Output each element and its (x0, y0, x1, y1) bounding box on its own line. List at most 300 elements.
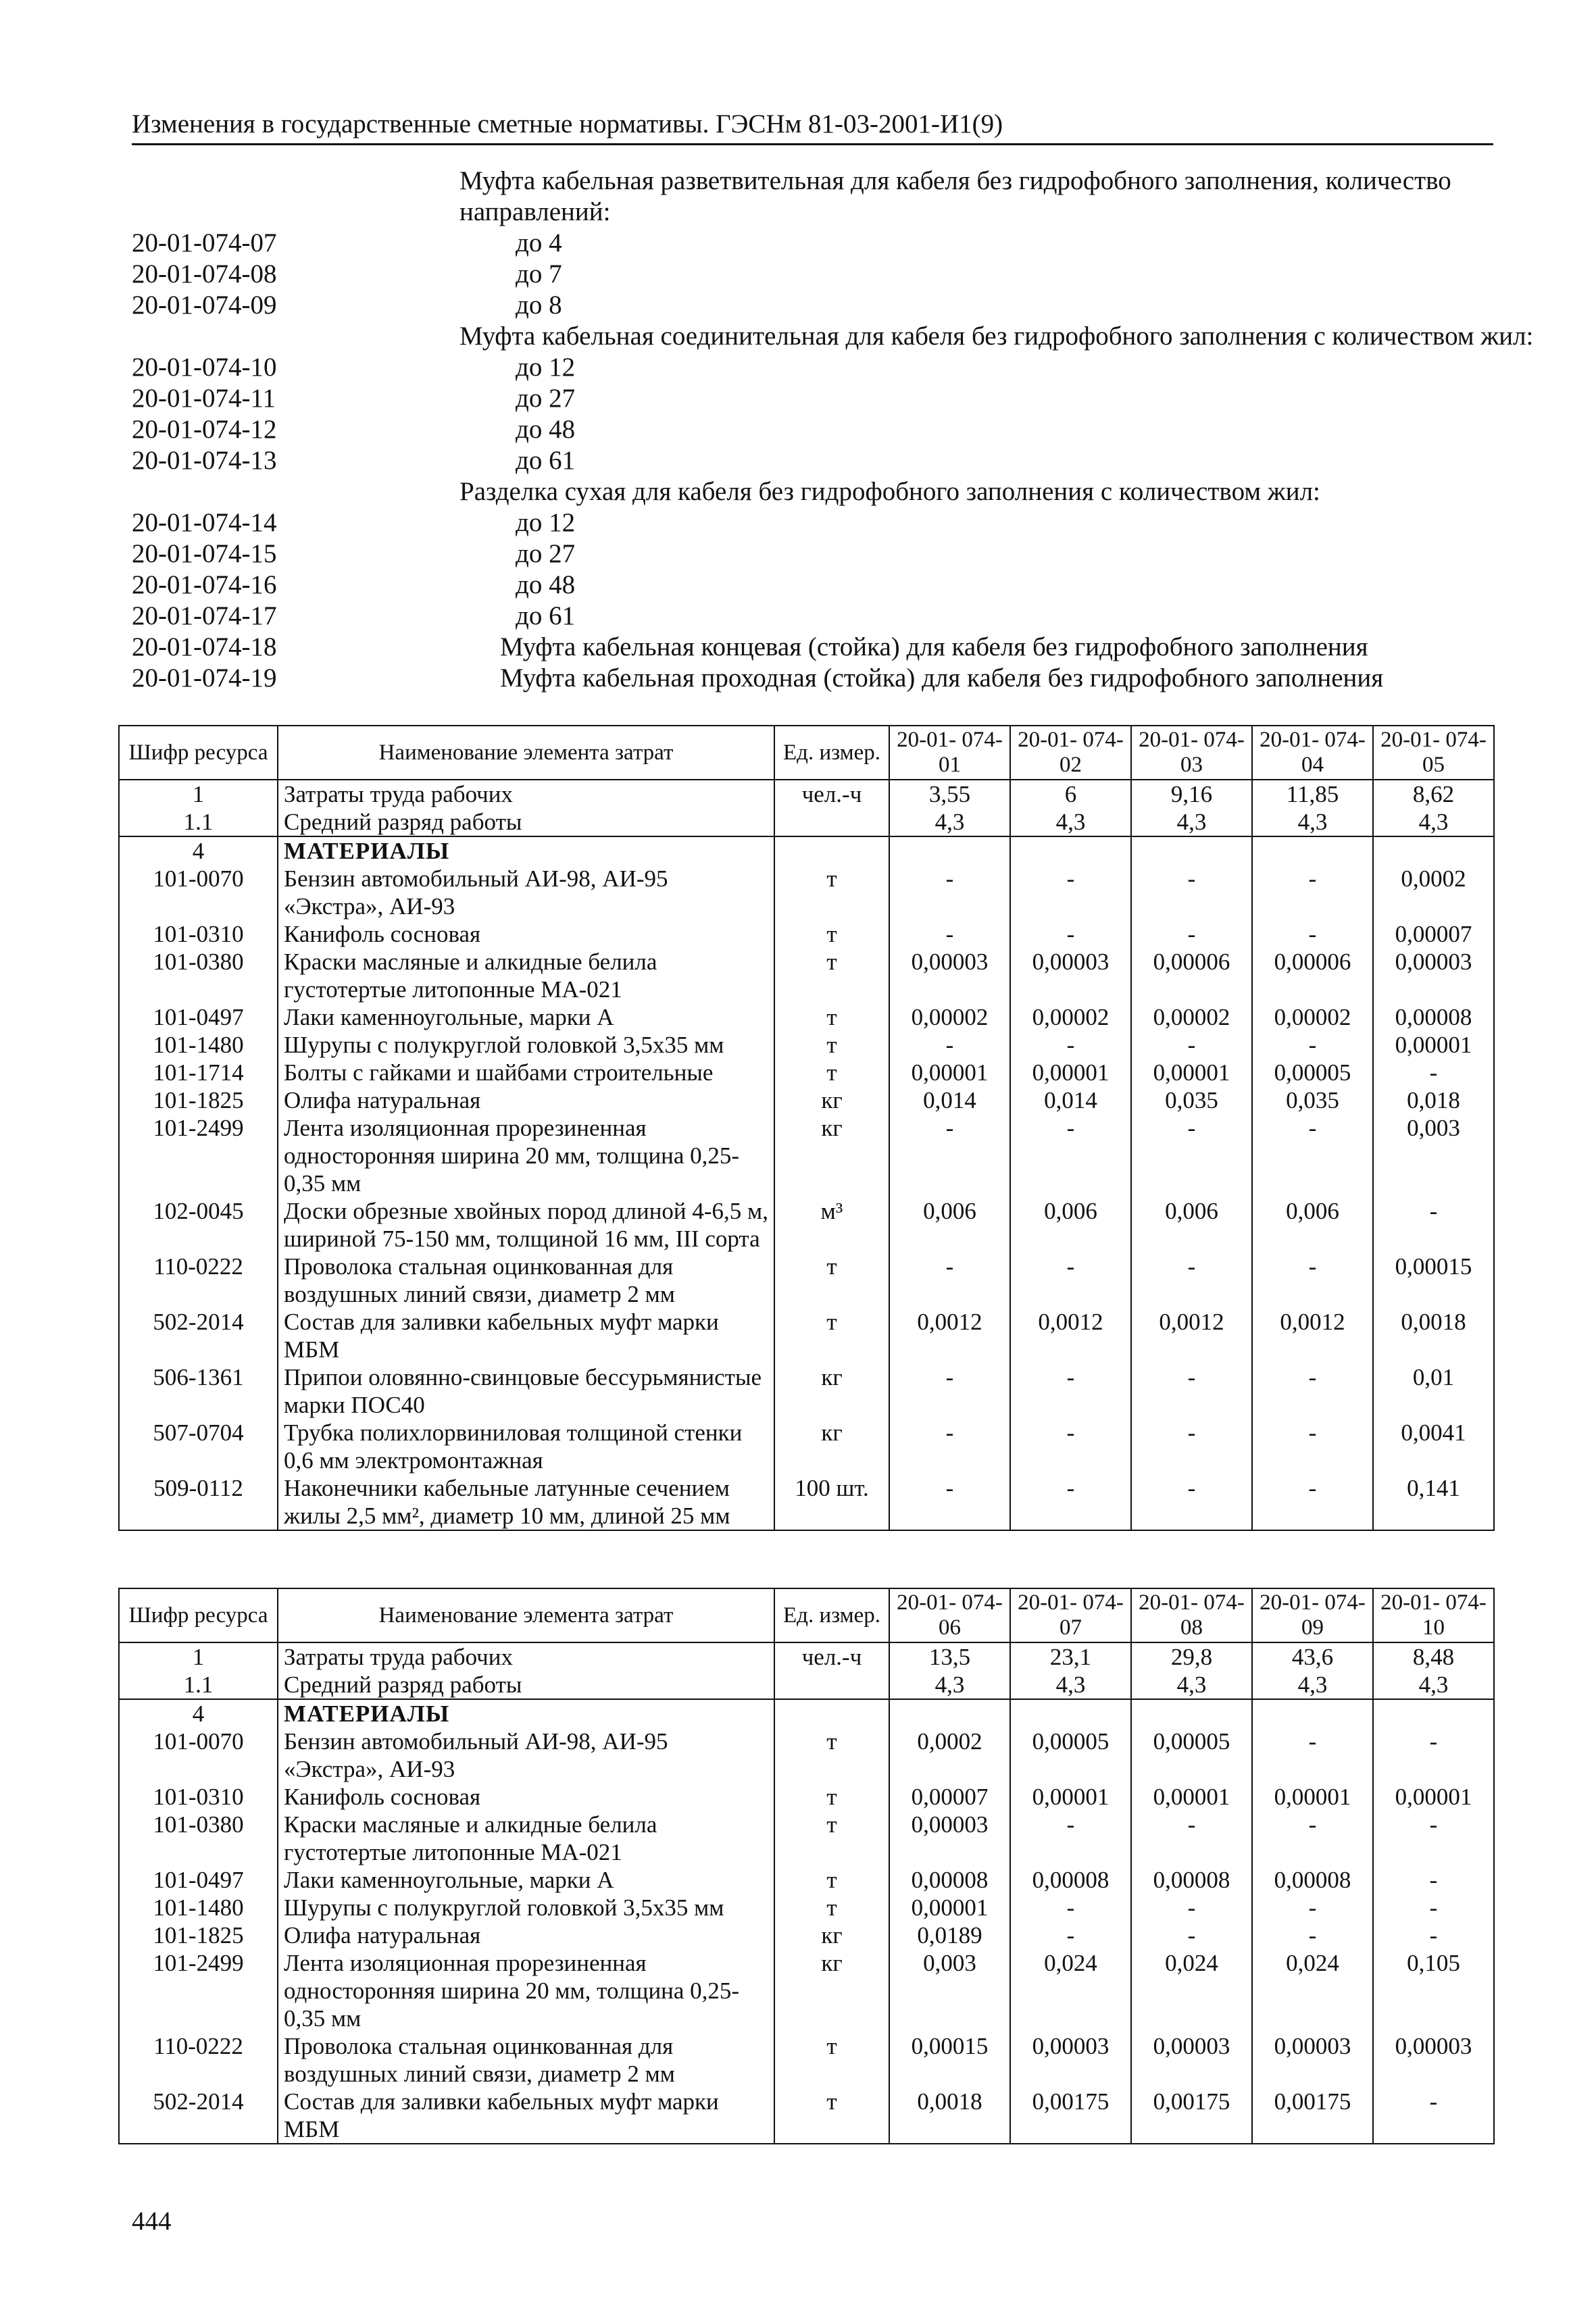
element-name-cell: Краски масляные и алкидные белила густотертые литопонные МА-021 (278, 948, 774, 1003)
empty-cell (1010, 836, 1131, 865)
resource-code: 20-01-074-10 (132, 353, 277, 382)
header-shifr: Шифр ресурса (119, 1588, 278, 1642)
value-cell: - (1373, 1059, 1494, 1086)
table-row (119, 1642, 1494, 1671)
value-cell: 0,00008 (889, 1866, 1010, 1894)
resource-code-cell: 101-1714 (119, 1059, 278, 1086)
value-cell: - (1252, 1114, 1373, 1197)
resource-code-cell: 506-1361 (119, 1363, 278, 1419)
unit-cell: кг (774, 1949, 889, 2032)
element-name-cell: Затраты труда рабочих (278, 1642, 774, 1671)
value-cell: 0,00003 (1373, 948, 1494, 1003)
unit-cell: т (774, 1894, 889, 1921)
value-cell: - (1373, 1197, 1494, 1253)
resource-code-cell: 101-0497 (119, 1866, 278, 1894)
value-cell: - (1252, 1894, 1373, 1921)
resource-description: до 48 (516, 570, 576, 599)
value-cell: 0,00001 (1131, 1783, 1252, 1811)
value-cell: 0,024 (1131, 1949, 1252, 2032)
unit-cell: кг (774, 1419, 889, 1474)
value-cell: 0,0018 (889, 2088, 1010, 2144)
header-col: 20-01- 074-04 (1252, 726, 1373, 780)
value-cell: 0,003 (889, 1949, 1010, 2032)
value-cell: 0,00005 (1010, 1728, 1131, 1783)
element-name-cell: Припои оловянно-свинцовые бессурьмянистые марки ПОС40 (278, 1363, 774, 1419)
element-name-cell: Шурупы с полукруглой головкой 3,5х35 мм (278, 1894, 774, 1921)
value-cell: - (1252, 1921, 1373, 1949)
resource-description: до 27 (516, 384, 576, 413)
table-row (119, 1811, 1494, 1866)
table-row (119, 1671, 1494, 1699)
value-cell: - (1252, 1811, 1373, 1866)
value-cell: 4,3 (1131, 808, 1252, 836)
unit-cell (774, 1671, 889, 1699)
value-cell: 0,006 (889, 1197, 1010, 1253)
section-row (119, 1699, 1494, 1728)
element-name-cell: Лента изоляционная прорезиненная односторонняя ширина 20 мм, толщина 0,25-0,35 мм (278, 1114, 774, 1197)
value-cell: - (889, 920, 1010, 948)
value-cell: 11,85 (1252, 780, 1373, 808)
value-cell: - (1131, 920, 1252, 948)
value-cell: - (1373, 2088, 1494, 2144)
value-cell: - (1010, 1363, 1131, 1419)
value-cell: - (1131, 1894, 1252, 1921)
value-cell: - (1373, 1866, 1494, 1894)
table-row (119, 780, 1494, 808)
resource-code: 20-01-074-18 (132, 632, 277, 661)
value-cell: 0,00002 (889, 1003, 1010, 1031)
value-cell: - (889, 1031, 1010, 1059)
element-name-cell: Средний разряд работы (278, 808, 774, 836)
value-cell: 0,00008 (1010, 1866, 1131, 1894)
header-col: 20-01- 074-02 (1010, 726, 1131, 780)
value-cell: 0,0012 (1010, 1308, 1131, 1363)
resource-code: 20-01-074-17 (132, 601, 277, 630)
unit-cell: кг (774, 1363, 889, 1419)
value-cell: 4,3 (1131, 1671, 1252, 1699)
element-name-cell: Доски обрезные хвойных пород длиной 4-6,5 м, шириной 75-150 мм, толщиной 16 мм, III сорта (278, 1197, 774, 1253)
value-cell: 0,0002 (1373, 865, 1494, 920)
value-cell: 0,035 (1252, 1086, 1373, 1114)
unit-cell: чел.-ч (774, 1642, 889, 1671)
value-cell: 0,018 (1373, 1086, 1494, 1114)
header-col: 20-01- 074-10 (1373, 1588, 1494, 1642)
value-cell: - (1010, 865, 1131, 920)
unit-cell: т (774, 1308, 889, 1363)
unit-cell: т (774, 2088, 889, 2144)
resource-code-cell: 101-2499 (119, 1949, 278, 2032)
value-cell: 0,00001 (1373, 1783, 1494, 1811)
table-row (119, 1197, 1494, 1253)
value-cell: 4,3 (1010, 808, 1131, 836)
resource-code-cell: 101-0070 (119, 1728, 278, 1783)
value-cell: - (1131, 1363, 1252, 1419)
resource-table-1 (118, 725, 1495, 1531)
value-cell: - (1131, 865, 1252, 920)
value-cell: 0,00008 (1131, 1866, 1252, 1894)
element-name-cell: Канифоль сосновая (278, 920, 774, 948)
resource-code: 20-01-074-08 (132, 259, 277, 288)
resource-description: до 12 (516, 353, 576, 382)
value-cell: 0,0041 (1373, 1419, 1494, 1474)
value-cell: 4,3 (1252, 1671, 1373, 1699)
table-row (119, 1728, 1494, 1783)
value-cell: 0,00003 (1373, 2032, 1494, 2088)
value-cell: - (1131, 1253, 1252, 1308)
table-row (119, 1059, 1494, 1086)
value-cell: - (1373, 1811, 1494, 1866)
section-title-cell: МАТЕРИАЛЫ (278, 836, 774, 865)
group-title: Муфта кабельная разветвительная для кабеля без гидрофобного заполнения, количество (459, 166, 1451, 195)
value-cell: - (1252, 1031, 1373, 1059)
table-row (119, 1783, 1494, 1811)
value-cell: 0,00008 (1252, 1866, 1373, 1894)
resource-code-cell: 101-1825 (119, 1921, 278, 1949)
value-cell: 8,48 (1373, 1642, 1494, 1671)
unit-cell: т (774, 1003, 889, 1031)
table-row (119, 1949, 1494, 2032)
value-cell: 0,00003 (1131, 2032, 1252, 2088)
resource-code-cell: 1 (119, 780, 278, 808)
table-row (119, 808, 1494, 836)
table-row (119, 1921, 1494, 1949)
value-cell: 0,00001 (889, 1059, 1010, 1086)
element-name-cell: Проволока стальная оцинкованная для воздушных линий связи, диаметр 2 мм (278, 2032, 774, 2088)
value-cell: - (889, 865, 1010, 920)
header-unit: Ед. измер. (774, 726, 889, 780)
value-cell: 0,00015 (1373, 1253, 1494, 1308)
value-cell: - (1010, 1894, 1131, 1921)
value-cell: 4,3 (1373, 1671, 1494, 1699)
empty-cell (889, 1699, 1010, 1728)
unit-cell: т (774, 948, 889, 1003)
resource-code-cell: 507-0704 (119, 1419, 278, 1474)
value-cell: 0,00006 (1131, 948, 1252, 1003)
resource-code-cell: 101-0070 (119, 865, 278, 920)
empty-cell (1373, 836, 1494, 865)
table-row (119, 1474, 1494, 1530)
value-cell: - (1252, 865, 1373, 920)
resource-code-row (132, 228, 1551, 259)
value-cell: 13,5 (889, 1642, 1010, 1671)
table-row (119, 920, 1494, 948)
element-name-cell: Лаки каменноугольные, марки А (278, 1003, 774, 1031)
empty-cell (1252, 836, 1373, 865)
header-col: 20-01- 074-07 (1010, 1588, 1131, 1642)
table-row (119, 2032, 1494, 2088)
value-cell: 8,62 (1373, 780, 1494, 808)
value-cell: - (1131, 1114, 1252, 1197)
header-col: 20-01- 074-05 (1373, 726, 1494, 780)
element-name-cell: Олифа натуральная (278, 1086, 774, 1114)
resource-code-cell: 101-1480 (119, 1894, 278, 1921)
resource-code-cell: 509-0112 (119, 1474, 278, 1530)
value-cell: - (889, 1253, 1010, 1308)
element-name-cell: Канифоль сосновая (278, 1783, 774, 1811)
resource-code-row (132, 538, 1551, 570)
resource-description: до 27 (516, 539, 576, 568)
value-cell: - (1252, 1363, 1373, 1419)
element-name-cell: Средний разряд работы (278, 1671, 774, 1699)
page-number: 444 (132, 2207, 172, 2236)
value-cell: 0,00005 (1131, 1728, 1252, 1783)
value-cell: - (1252, 1728, 1373, 1783)
resource-table-2 (118, 1588, 1495, 2144)
element-name-cell: Состав для заливки кабельных муфт марки МБМ (278, 1308, 774, 1363)
value-cell: 0,00175 (1252, 2088, 1373, 2144)
resource-code: 20-01-074-09 (132, 291, 277, 320)
value-cell: 0,141 (1373, 1474, 1494, 1530)
value-cell: - (1131, 1811, 1252, 1866)
resource-description: Муфта кабельная проходная (стойка) для кабеля без гидрофобного заполнения (500, 663, 1384, 693)
section-row (119, 836, 1494, 865)
empty-cell (774, 1699, 889, 1728)
header-col: 20-01- 074-01 (889, 726, 1010, 780)
value-cell: 0,00175 (1010, 2088, 1131, 2144)
resource-description: до 61 (516, 601, 576, 630)
table-row (119, 1003, 1494, 1031)
resource-code: 20-01-074-12 (132, 415, 277, 444)
header-unit: Ед. измер. (774, 1588, 889, 1642)
group-items (132, 228, 1551, 321)
value-cell: - (1010, 1031, 1131, 1059)
empty-cell (1131, 836, 1252, 865)
value-cell: 0,00001 (889, 1894, 1010, 1921)
value-cell: - (1010, 920, 1131, 948)
group-items (132, 352, 1551, 476)
value-cell: 0,00001 (1252, 1783, 1373, 1811)
value-cell: - (1252, 920, 1373, 948)
value-cell: - (1131, 1474, 1252, 1530)
unit-cell: кг (774, 1114, 889, 1197)
resource-code-cell: 101-0380 (119, 948, 278, 1003)
unit-cell: т (774, 2032, 889, 2088)
value-cell: - (889, 1474, 1010, 1530)
value-cell: 0,006 (1010, 1197, 1131, 1253)
value-cell: - (1252, 1419, 1373, 1474)
resource-code-cell: 110-0222 (119, 1253, 278, 1308)
value-cell: 0,0012 (889, 1308, 1010, 1363)
unit-cell: 100 шт. (774, 1474, 889, 1530)
value-cell: 43,6 (1252, 1642, 1373, 1671)
resource-code: 20-01-074-15 (132, 539, 277, 568)
value-cell: 0,024 (1252, 1949, 1373, 2032)
group-items (132, 632, 1551, 694)
resource-code-row (132, 445, 1551, 476)
value-cell: 0,00001 (1373, 1031, 1494, 1059)
value-cell: 0,014 (1010, 1086, 1131, 1114)
resource-code-row (132, 414, 1551, 445)
resource-code: 20-01-074-16 (132, 570, 277, 599)
unit-cell (774, 808, 889, 836)
empty-cell (1252, 1699, 1373, 1728)
value-cell: 0,00003 (889, 948, 1010, 1003)
resource-code-row (132, 663, 1551, 694)
resource-code: 20-01-074-13 (132, 446, 277, 475)
resource-code-cell: 4 (119, 1699, 278, 1728)
resource-code-row (132, 259, 1551, 290)
value-cell: 3,55 (889, 780, 1010, 808)
value-cell: 0,00001 (1010, 1783, 1131, 1811)
table-row (119, 865, 1494, 920)
resource-code-row (132, 383, 1551, 414)
resource-description: до 7 (516, 259, 562, 288)
unit-cell: кг (774, 1086, 889, 1114)
element-name-cell: Олифа натуральная (278, 1921, 774, 1949)
table-row (119, 1308, 1494, 1363)
value-cell: - (889, 1419, 1010, 1474)
value-cell: - (1131, 1031, 1252, 1059)
resource-code-cell: 1 (119, 1642, 278, 1671)
resource-description: до 12 (516, 508, 576, 537)
value-cell: 4,3 (1252, 808, 1373, 836)
unit-cell: т (774, 920, 889, 948)
resource-code-cell: 110-0222 (119, 2032, 278, 2088)
value-cell: - (1010, 1114, 1131, 1197)
value-cell: 0,00003 (1252, 2032, 1373, 2088)
value-cell: 0,00005 (1252, 1059, 1373, 1086)
unit-cell: т (774, 865, 889, 920)
unit-cell: чел.-ч (774, 780, 889, 808)
value-cell: 0,0012 (1252, 1308, 1373, 1363)
value-cell: - (889, 1114, 1010, 1197)
resource-description: Муфта кабельная концевая (стойка) для кабеля без гидрофобного заполнения (500, 632, 1368, 661)
group-items (132, 507, 1551, 632)
group-title: Муфта кабельная соединительная для кабеля без гидрофобного заполнения с количеством жил: (459, 322, 1534, 351)
value-cell: 0,00015 (889, 2032, 1010, 2088)
resource-code-cell: 101-0310 (119, 1783, 278, 1811)
element-name-cell: Лента изоляционная прорезиненная односторонняя ширина 20 мм, толщина 0,25-0,35 мм (278, 1949, 774, 2032)
resource-code-cell: 101-2499 (119, 1114, 278, 1197)
resource-code-row (132, 290, 1551, 321)
empty-cell (1131, 1699, 1252, 1728)
unit-cell: т (774, 1811, 889, 1866)
resource-code-cell: 1.1 (119, 1671, 278, 1699)
empty-cell (774, 836, 889, 865)
value-cell: 0,0012 (1131, 1308, 1252, 1363)
value-cell: 4,3 (889, 808, 1010, 836)
header-name: Наименование элемента затрат (278, 1588, 774, 1642)
value-cell: 4,3 (1373, 808, 1494, 836)
value-cell: - (1252, 1474, 1373, 1530)
unit-cell: т (774, 1059, 889, 1086)
resource-code-row (132, 570, 1551, 601)
table-row (119, 1363, 1494, 1419)
table-row (119, 1086, 1494, 1114)
unit-cell: т (774, 1031, 889, 1059)
resource-code-cell: 4 (119, 836, 278, 865)
value-cell: 0,00003 (1010, 2032, 1131, 2088)
resource-code: 20-01-074-14 (132, 508, 277, 537)
value-cell: - (1373, 1894, 1494, 1921)
element-name-cell: Краски масляные и алкидные белила густотертые литопонные МА-021 (278, 1811, 774, 1866)
element-name-cell: Бензин автомобильный АИ-98, АИ-95 «Экстра», АИ-93 (278, 865, 774, 920)
value-cell: - (1373, 1921, 1494, 1949)
header-col: 20-01- 074-08 (1131, 1588, 1252, 1642)
resource-code-cell: 102-0045 (119, 1197, 278, 1253)
unit-cell: т (774, 1783, 889, 1811)
element-name-cell: Трубка полихлорвиниловая толщиной стенки 0,6 мм электромонтажная (278, 1419, 774, 1474)
resource-code-cell: 101-0380 (119, 1811, 278, 1866)
value-cell: 0,0018 (1373, 1308, 1494, 1363)
value-cell: 4,3 (1010, 1671, 1131, 1699)
resource-description: до 4 (516, 228, 562, 257)
unit-cell: кг (774, 1921, 889, 1949)
value-cell: 0,00003 (1010, 948, 1131, 1003)
resource-code-cell: 101-1825 (119, 1086, 278, 1114)
element-name-cell: Затраты труда рабочих (278, 780, 774, 808)
value-cell: - (1010, 1811, 1131, 1866)
header-col: 20-01- 074-09 (1252, 1588, 1373, 1642)
element-name-cell: Болты с гайками и шайбами строительные (278, 1059, 774, 1086)
empty-cell (1373, 1699, 1494, 1728)
running-header: Изменения в государственные сметные нормативы. ГЭСНм 81-03-2001-И1(9) (132, 107, 1493, 145)
value-cell: - (889, 1363, 1010, 1419)
table-row (119, 1866, 1494, 1894)
value-cell: 0,00002 (1252, 1003, 1373, 1031)
value-cell: 0,0002 (889, 1728, 1010, 1783)
value-cell: - (1131, 1419, 1252, 1474)
value-cell: - (1373, 1728, 1494, 1783)
resource-code-cell: 101-0497 (119, 1003, 278, 1031)
value-cell: 0,00006 (1252, 948, 1373, 1003)
value-cell: 29,8 (1131, 1642, 1252, 1671)
unit-cell: м³ (774, 1197, 889, 1253)
value-cell: 6 (1010, 780, 1131, 808)
value-cell: 0,00001 (1010, 1059, 1131, 1086)
unit-cell: т (774, 1728, 889, 1783)
value-cell: 0,006 (1131, 1197, 1252, 1253)
element-name-cell: Бензин автомобильный АИ-98, АИ-95 «Экстра», АИ-93 (278, 1728, 774, 1783)
resource-code-row (132, 632, 1551, 663)
value-cell: - (1131, 1921, 1252, 1949)
value-cell: 0,00002 (1010, 1003, 1131, 1031)
element-name-cell: Наконечники кабельные латунные сечением жилы 2,5 мм², диаметр 10 мм, длиной 25 мм (278, 1474, 774, 1530)
value-cell: 0,0189 (889, 1921, 1010, 1949)
value-cell: 0,00007 (1373, 920, 1494, 948)
value-cell: 23,1 (1010, 1642, 1131, 1671)
table-row (119, 1031, 1494, 1059)
empty-cell (1010, 1699, 1131, 1728)
header-shifr: Шифр ресурса (119, 726, 278, 780)
element-name-cell: Шурупы с полукруглой головкой 3,5х35 мм (278, 1031, 774, 1059)
element-name-cell: Состав для заливки кабельных муфт марки МБМ (278, 2088, 774, 2144)
value-cell: 0,024 (1010, 1949, 1131, 2032)
value-cell: 4,3 (889, 1671, 1010, 1699)
resource-code-row (132, 601, 1551, 632)
resource-code-cell: 1.1 (119, 808, 278, 836)
group-title-continuation: направлений: (459, 197, 611, 226)
group-title: Разделка сухая для кабеля без гидрофобного заполнения с количеством жил: (459, 477, 1320, 506)
header-name: Наименование элемента затрат (278, 726, 774, 780)
header-col: 20-01- 074-03 (1131, 726, 1252, 780)
table-row (119, 948, 1494, 1003)
resource-description: до 61 (516, 446, 576, 475)
value-cell: 0,00002 (1131, 1003, 1252, 1031)
resource-code-cell: 502-2014 (119, 2088, 278, 2144)
value-cell: 0,00175 (1131, 2088, 1252, 2144)
table-row (119, 1419, 1494, 1474)
section-title-cell: МАТЕРИАЛЫ (278, 1699, 774, 1728)
element-name-cell: Проволока стальная оцинкованная для воздушных линий связи, диаметр 2 мм (278, 1253, 774, 1308)
resource-code-list (132, 166, 1551, 694)
resource-code-cell: 101-0310 (119, 920, 278, 948)
value-cell: - (1010, 1921, 1131, 1949)
value-cell: - (1252, 1253, 1373, 1308)
element-name-cell: Лаки каменноугольные, марки А (278, 1866, 774, 1894)
value-cell: 0,003 (1373, 1114, 1494, 1197)
value-cell: 0,105 (1373, 1949, 1494, 2032)
